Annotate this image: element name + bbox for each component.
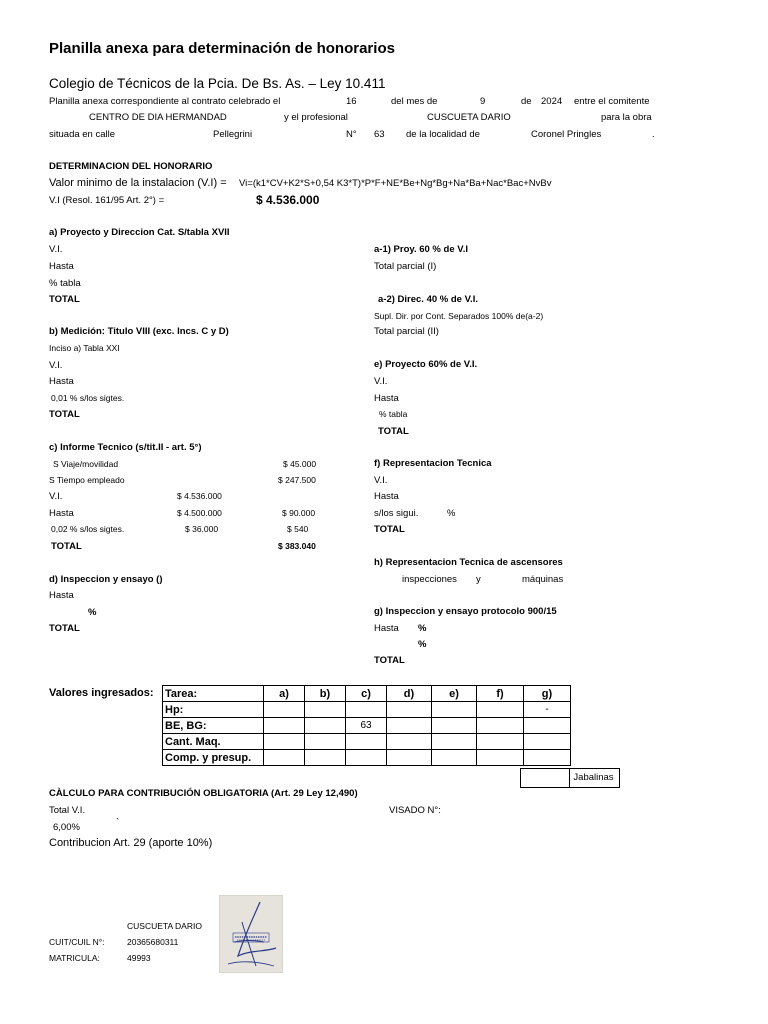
localidad-label: de la localidad de (406, 129, 480, 140)
section-c-total-label: TOTAL (51, 541, 82, 552)
section-a-heading: a) Proyecto y Direccion Cat. S/tabla XVII (49, 227, 230, 238)
end-dot: . (652, 129, 655, 140)
section-e-total: TOTAL (378, 426, 409, 437)
valores-header-f: f) (477, 686, 524, 702)
section-b-pct: 0,01 % s/los sigtes. (51, 393, 125, 403)
section-g-total: TOTAL (374, 655, 405, 666)
section-c-pct-value: $ 36.000 (185, 524, 219, 534)
section-b-hasta: Hasta (49, 376, 74, 387)
section-b-inciso: Inciso a) Tabla XXI (49, 343, 120, 353)
section-a-total: TOTAL (49, 294, 80, 305)
section-a-hasta: Hasta (49, 261, 74, 272)
valores-header-a: a) (264, 686, 305, 702)
section-a-tabla: % tabla (49, 278, 81, 289)
contribucion-tick: ` (116, 817, 120, 828)
calle-value: Pellegrini (213, 129, 253, 140)
valores-row-comp-presup (163, 750, 571, 766)
section-c-pct-label: 0,02 % s/los sigtes. (51, 524, 125, 534)
cuit-value: 20365680311 (127, 937, 179, 947)
valores-cell (346, 702, 387, 718)
section-g-pct1: % (418, 623, 427, 634)
numero-value: 63 (374, 129, 385, 140)
valores-cell (432, 734, 477, 750)
section-c-heading: c) Informe Tecnico (s/tit.II - art. 5°) (49, 442, 202, 453)
jabalinas-label-box (568, 768, 620, 788)
localidad-value: Coronel Pringles (531, 129, 602, 140)
valores-row-cant-maq (163, 734, 571, 750)
valores-cell (264, 750, 305, 766)
contribucion-art29: Contribucion Art. 29 (aporte 10%) (49, 837, 213, 849)
section-c-vi-value: $ 4.536.000 (177, 491, 222, 501)
valores-cell (387, 750, 432, 766)
cuit-label: CUIT/CUIL N°: (49, 937, 105, 947)
section-c-hasta-value: $ 4.500.000 (177, 508, 222, 518)
section-c-tiempo-value: $ 247.500 (278, 475, 316, 485)
section-d-heading: d) Inspeccion y ensayo () (49, 574, 163, 585)
section-f-hasta: Hasta (374, 491, 399, 502)
valores-row-be-bg (163, 718, 571, 734)
contract-intro: Planilla anexa correspondiente al contrato celebrado el (49, 96, 281, 107)
section-g-heading: g) Inspeccion y ensayo protocolo 900/15 (374, 606, 557, 617)
vi-resol-label: V.I (Resol. 161/95 Art. 2°) = (49, 195, 165, 206)
signature-drawing (220, 896, 282, 972)
valor-minimo-label: Valor minimo de la instalacion (V.I) = (49, 177, 227, 189)
valores-cell (477, 750, 524, 766)
valores-row-label: BE, BG: (163, 718, 264, 734)
numero-label: N° (346, 129, 357, 140)
valores-cell (305, 750, 346, 766)
valores-row-label: Hp: (163, 702, 264, 718)
valores-cell (264, 702, 305, 718)
contribucion-heading: CÀLCULO PARA CONTRIBUCIÓN OBLIGATORIA (Art. 29 Ley 12,490) (49, 788, 358, 799)
valores-cell (432, 750, 477, 766)
valores-header-g: g) (524, 686, 571, 702)
section-b-total: TOTAL (49, 409, 80, 420)
section-f-pct: % (447, 508, 456, 519)
section-c-pct-result: $ 540 (287, 524, 309, 534)
valores-cell (477, 718, 524, 734)
valores-cell (524, 718, 571, 734)
matricula-value: 49993 (127, 953, 151, 963)
section-f-vi: V.I. (374, 475, 388, 486)
section-h-y: y (476, 574, 481, 585)
section-g-pct2: % (418, 639, 427, 650)
section-h-heading: h) Representacion Tecnica de ascensores (374, 557, 563, 568)
contract-entre: entre el comitente (574, 96, 650, 107)
formula-text: Vi=(k1*CV+K2*S+0,54 K3*T)*P*F+NE*Be+Ng*Bg+Na*Ba+Nac*Bac+NvBv (239, 178, 552, 189)
jabalinas-label: Jabalinas (573, 772, 614, 783)
section-a1-parcial: Total parcial (I) (374, 261, 437, 272)
section-d-total: TOTAL (49, 623, 80, 634)
valores-header-d: d) (387, 686, 432, 702)
section-h-maquinas: máquinas (522, 574, 564, 585)
valores-cell (524, 734, 571, 750)
contract-year: 2024 (541, 96, 563, 107)
section-a-vi: V.I. (49, 244, 63, 255)
situada-label: situada en calle (49, 129, 116, 140)
valores-cell: 63 (346, 718, 387, 734)
section-b-heading: b) Medición: Titulo VIII (exc. Incs. C y D) (49, 326, 229, 337)
section-a2-heading: a-2) Direc. 40 % de V.I. (378, 294, 478, 305)
section-c-hasta-label: Hasta (49, 508, 74, 519)
valores-cell: - (524, 702, 571, 718)
jabalinas-value-box (520, 768, 570, 788)
section-d-pct: % (88, 607, 97, 618)
section-c-tiempo-label: S Tiempo empleado (49, 475, 125, 485)
page-subtitle: Colegio de Técnicos de la Pcia. De Bs. As. – Ley 10.411 (49, 76, 386, 91)
section-f-heading: f) Representacion Tecnica (374, 458, 492, 469)
valores-cell (305, 702, 346, 718)
valores-header-tarea: Tarea: (163, 686, 264, 702)
section-h-inspecciones: inspecciones (402, 574, 457, 585)
section-g-hasta: Hasta (374, 623, 399, 634)
valores-cell (387, 734, 432, 750)
valores-cell (264, 734, 305, 750)
section-c-viaje-label: S Viaje/movilidad (53, 459, 119, 469)
section-c-vi-label: V.I. (49, 491, 63, 502)
valores-label: Valores ingresados: (49, 687, 154, 699)
valores-cell (387, 702, 432, 718)
contract-month: 9 (480, 96, 486, 107)
valores-row-label: Comp. y presup. (163, 750, 264, 766)
page-title: Planilla anexa para determinación de honorarios (49, 40, 395, 57)
valores-cell (387, 718, 432, 734)
section-e-tabla: % tabla (379, 409, 408, 419)
vi-value: $ 4.536.000 (256, 193, 320, 207)
valores-cell (477, 702, 524, 718)
matricula-label: MATRICULA: (49, 953, 100, 963)
section-e-hasta: Hasta (374, 393, 399, 404)
valores-cell (346, 734, 387, 750)
section-a1-heading: a-1) Proy. 60 % de V.I (374, 244, 468, 255)
section-f-sigui: s/los sigui. (374, 508, 419, 519)
contract-day: 16 (346, 96, 357, 107)
valores-cell (305, 718, 346, 734)
contract-year-label: de (521, 96, 532, 107)
profesional-name: CUSCUETA DARIO (427, 112, 511, 123)
section-c-viaje-value: $ 45.000 (283, 459, 317, 469)
section-a2-parcial: Total parcial (II) (374, 326, 439, 337)
signature-stamp-image (219, 895, 283, 973)
section-d-hasta: Hasta (49, 590, 74, 601)
section-b-vi: V.I. (49, 360, 63, 371)
valores-cell (524, 750, 571, 766)
valores-cell (432, 718, 477, 734)
valores-cell (264, 718, 305, 734)
profesional-label: y el profesional (284, 112, 348, 123)
section-a2-supl: Supl. Dir. por Cont. Separados 100% de(a-2) (374, 311, 544, 321)
section-e-vi: V.I. (374, 376, 388, 387)
valores-header-e: e) (432, 686, 477, 702)
visado-label: VISADO N°: (389, 805, 441, 816)
valores-cell (305, 734, 346, 750)
valores-cell (432, 702, 477, 718)
comitente-name: CENTRO DE DIA HERMANDAD (89, 112, 227, 123)
valores-table (162, 685, 571, 766)
section-f-total: TOTAL (374, 524, 405, 535)
section-e-heading: e) Proyecto 60% de V.I. (374, 359, 478, 370)
contribucion-total-vi: Total V.I. (49, 805, 86, 816)
contribucion-pct: 6,00% (53, 822, 80, 833)
valores-header-row (163, 686, 571, 702)
determinacion-heading: DETERMINACION DEL HONORARIO (49, 161, 213, 172)
valores-row-label: Cant. Maq. (163, 734, 264, 750)
section-c-hasta-result: $ 90.000 (282, 508, 316, 518)
para-obra-label: para la obra (601, 112, 652, 123)
contract-month-label: del mes de (391, 96, 438, 107)
valores-cell (477, 734, 524, 750)
section-c-total-value: $ 383.040 (278, 541, 316, 551)
valores-cell (346, 750, 387, 766)
valores-header-c: c) (346, 686, 387, 702)
valores-header-b: b) (305, 686, 346, 702)
valores-row-hp (163, 702, 571, 718)
firma-nombre: CUSCUETA DARIO (127, 921, 202, 931)
